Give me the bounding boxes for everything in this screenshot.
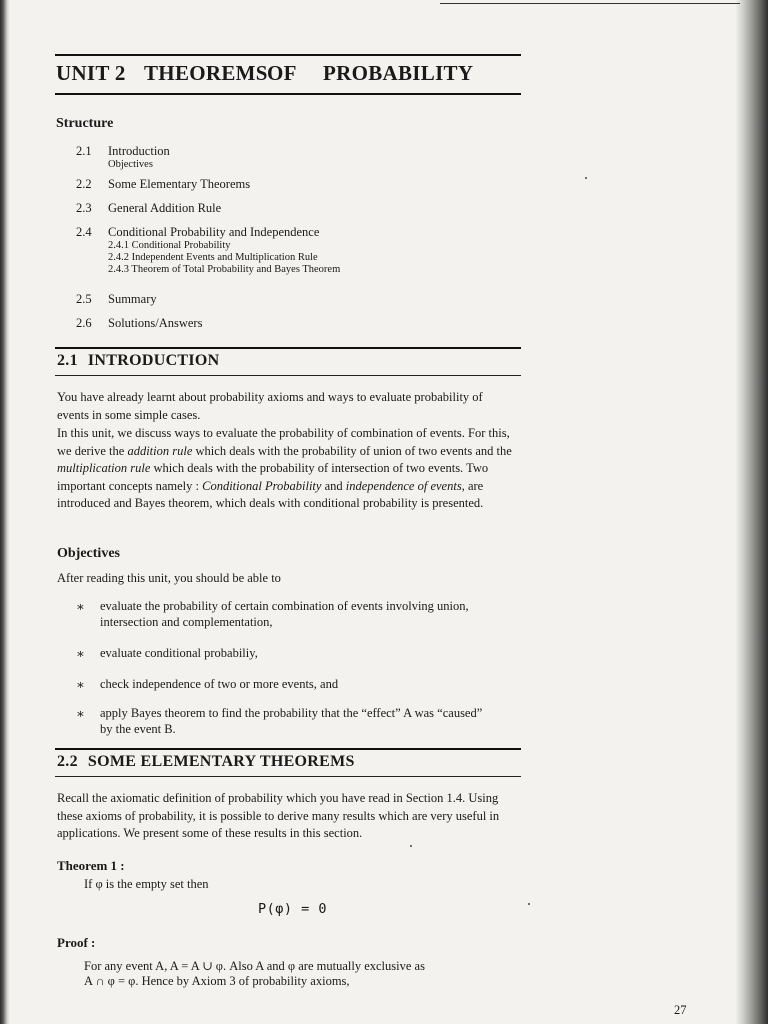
- equation: P(φ) = 0: [258, 901, 328, 917]
- scan-speck: [585, 177, 587, 179]
- section-heading-elementary-theorems: 2.2 SOME ELEMENTARY THEOREMS: [57, 753, 355, 770]
- theorem-label: Theorem 1 :: [57, 858, 125, 873]
- scan-left-edge: [0, 0, 10, 1024]
- toc-item: 2.4 Conditional Probability and Independence 2.4.1 Conditional Probability 2.4.2 Independent Events and Multiplication Rule 2.4.3 Theorem of Total Probability and Bayes Theorem: [76, 225, 341, 275]
- objectives-lead: After reading this unit, you should be able to: [57, 571, 281, 585]
- scan-speck: [410, 845, 412, 847]
- theorem-statement: If φ is the empty set then: [84, 877, 209, 891]
- intro-paragraph-1: You have already learnt about probability axioms and ways to evaluate probability of events in some simple cases.: [57, 390, 483, 422]
- section-rule-bottom: [55, 776, 521, 777]
- section-rule-top: [55, 347, 521, 349]
- intro-paragraph-2: In this unit, we discuss ways to evaluate the probability of combination of events. For this, we derive the addition rule which deals with the probability of union of two events and the multiplication rule which deals with the probability of intersection of two events. Two important concepts namely : Conditional Probability and independence of events, are introduced and Bayes theorem, which deals with conditional probability is presented.: [57, 426, 512, 510]
- objectives-heading: Objectives: [57, 546, 120, 561]
- structure-heading: Structure: [56, 116, 114, 131]
- top-rule: [440, 3, 740, 4]
- toc-item: 2.5 Summary: [76, 292, 157, 306]
- section-heading-introduction: 2.1 INTRODUCTION: [57, 352, 220, 369]
- toc-item: 2.6 Solutions/Answers: [76, 316, 203, 330]
- asterisk-bullet-icon: ∗: [76, 677, 85, 692]
- asterisk-bullet-icon: ∗: [76, 646, 85, 661]
- scan-right-edge: [736, 0, 768, 1024]
- unit-title: UNIT 2 THEOREMSOF PROBABILITY: [56, 61, 474, 85]
- table-of-contents: [76, 143, 516, 335]
- page-number: 27: [674, 1003, 687, 1017]
- list-item: ∗ apply Bayes theorem to find the probability that the “effect” A was “caused” by the event B.: [76, 706, 483, 736]
- elementary-paragraph: Recall the axiomatic definition of probability which you have read in Section 1.4. Using these axioms of probability, it is possible to derive many results which are very useful in applications. We present some of these results in this section.: [57, 791, 500, 840]
- toc-item: 2.2 Some Elementary Theorems: [76, 177, 251, 191]
- section-rule-top: [55, 748, 521, 750]
- scan-speck: [528, 903, 530, 905]
- proof-line: A ∩ φ = φ. Hence by Axiom 3 of probability axioms,: [84, 974, 350, 988]
- list-item: ∗ evaluate conditional probabiliy,: [76, 646, 258, 661]
- title-rule-top: [55, 54, 521, 56]
- list-item: ∗ evaluate the probability of certain combination of events involving union, intersection and complementation,: [76, 599, 469, 629]
- toc-item: 2.3 General Addition Rule: [76, 201, 222, 215]
- asterisk-bullet-icon: ∗: [76, 706, 85, 721]
- section-rule-bottom: [55, 375, 521, 376]
- title-rule-bottom: [55, 93, 521, 95]
- proof-label: Proof :: [57, 935, 96, 950]
- list-item: ∗ check independence of two or more events, and: [76, 677, 339, 692]
- toc-item: 2.1 Introduction Objectives: [76, 144, 170, 170]
- proof-line: For any event A, A = A ∪ φ. Also A and φ are mutually exclusive as: [84, 959, 425, 973]
- asterisk-bullet-icon: ∗: [76, 599, 85, 614]
